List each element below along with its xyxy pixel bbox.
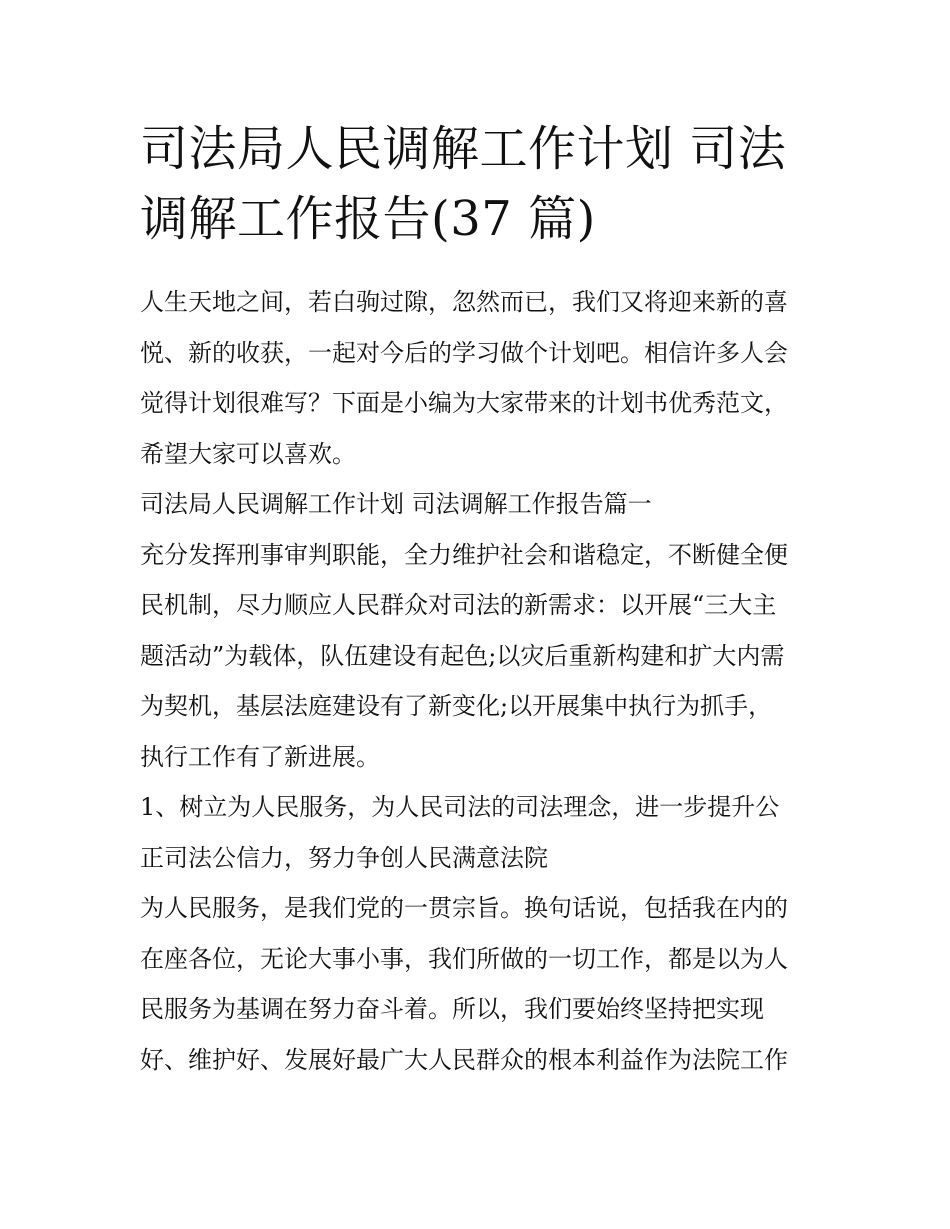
paragraph-1-line-3: 题活动”为载体，队伍建设有起色;以灾后重新构建和扩大内需 <box>140 641 785 670</box>
intro-line-1: 人生天地之间，若白驹过隙，忽然而已，我们又将迎来新的喜 <box>140 288 788 316</box>
paragraph-2-line-1: 为人民服务，是我们党的一贯宗旨。换句话说，包括我在内的 <box>140 894 788 922</box>
title-line-1: 司法局人民调解工作计划 司法 <box>140 121 787 177</box>
point-1-heading-line-2: 正司法公信力，努力争创人民满意法院 <box>140 843 548 872</box>
paragraph-1-line-5: 执行工作有了新进展。 <box>140 742 380 771</box>
point-1-heading-line-1: 1、树立为人民服务，为人民司法的司法理念，进一步提升公 <box>140 793 780 821</box>
title-line-2: 调解工作报告(37 篇) <box>140 191 596 247</box>
paragraph-1-line-2: 民机制，尽力顺应人民群众对司法的新需求：以开展“三大主 <box>140 591 777 619</box>
document-title <box>140 114 820 254</box>
paragraph-1-line-1: 充分发挥刑事审判职能，全力维护社会和谐稳定，不断健全便 <box>140 540 788 569</box>
intro-line-2: 悦、新的收获，一起对今后的学习做个计划吧。相信许多人会 <box>140 338 788 367</box>
paragraph-2-line-4: 好、维护好、发展好最广大人民群众的根本利益作为法院工作 <box>140 1045 788 1074</box>
intro-line-4: 希望大家可以喜欢。 <box>140 439 356 468</box>
paragraph-2-line-3: 民服务为基调在努力奋斗着。所以，我们要始终坚持把实现 <box>140 995 764 1023</box>
paragraph-2-line-2: 在座各位，无论大事小事，我们所做的一切工作，都是以为人 <box>140 944 788 973</box>
section-heading: 司法局人民调解工作计划 司法调解工作报告篇一 <box>140 490 652 518</box>
paragraph-1-line-4: 为契机，基层法庭建设有了新变化;以开展集中执行为抓手， <box>140 692 773 720</box>
intro-line-3: 觉得计划很难写？下面是小编为大家带来的计划书优秀范文， <box>140 389 788 417</box>
document-body <box>140 277 830 1085</box>
